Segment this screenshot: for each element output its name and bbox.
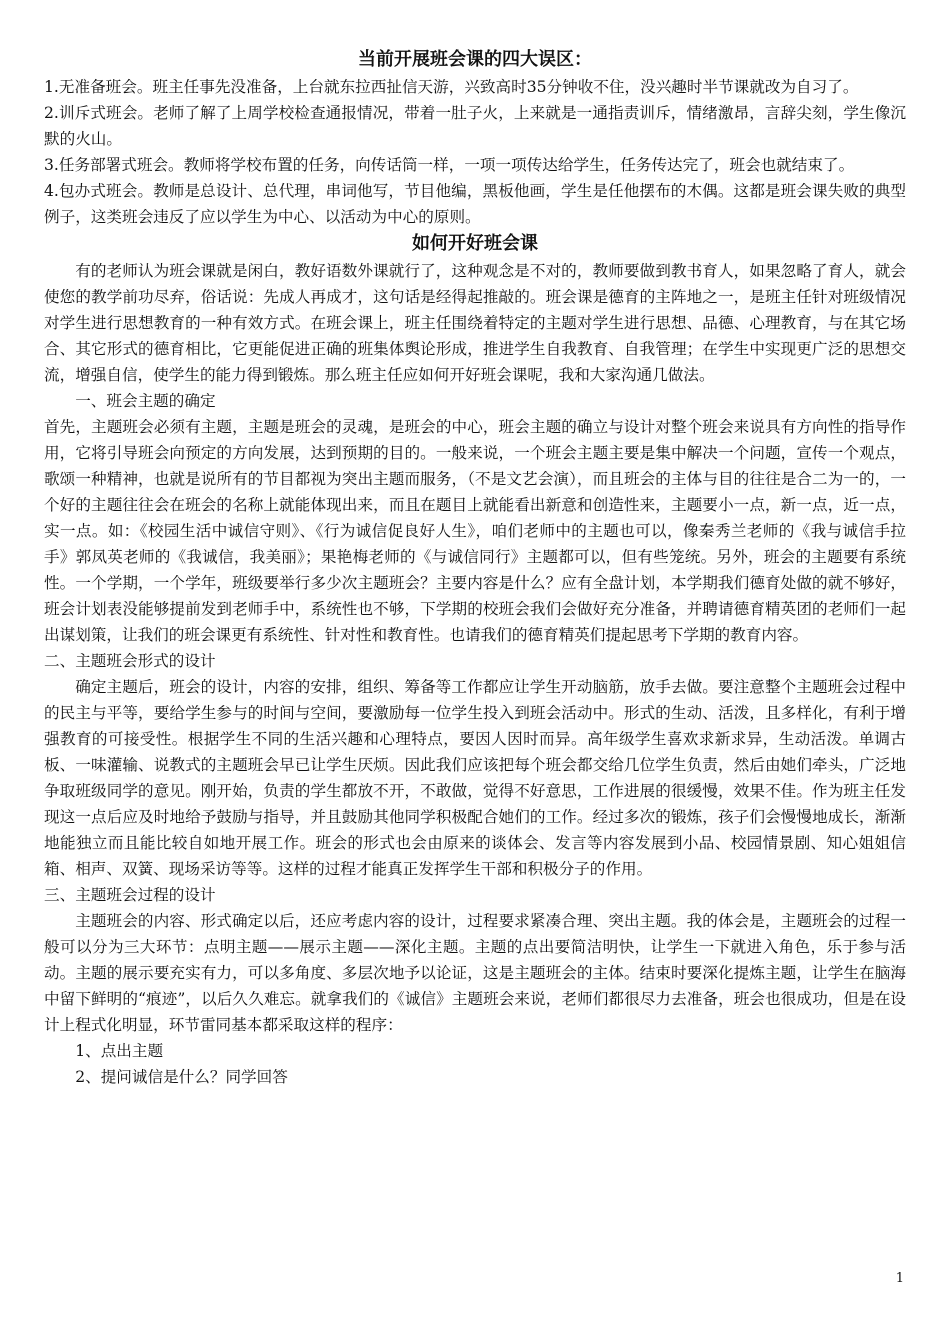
step-item-2: 2、提问诚信是什么？同学回答 (75, 1068, 288, 1086)
step-item-1: 1、点出主题 (75, 1042, 164, 1060)
pitfall-item-1: 1.无准备班会。班主任事先没准备，上台就东拉西扯信天游，兴致高时35分钟收不住，没兴趣时半节课就改为自习了。 (44, 78, 859, 96)
heading-process: 三、主题班会过程的设计 (44, 886, 216, 904)
section-title-pitfalls: 当前开展班会课的四大误区： (358, 49, 592, 70)
pitfall-item-2: 2.训斥式班会。老师了解了上周学校检查通报情况，带着一肚子火，上来就是一通指责训斥，情绪激昂，言辞尖刻，学生像沉默的火山。 (44, 104, 906, 148)
paragraph-process: 主题班会的内容、形式确定以后，还应考虑内容的设计，过程要求紧凑合理、突出主题。我的体会是，主题班会的过程一般可以分为三大环节：点明主题——展示主题——深化主题。主题的点出要简洁明快，让学生一下就进入角色，乐于参与活动。主题的展示要充实有力，可以多角度、多层次地予以论证，这是主题班会的主体。结束时要深化提炼主题，让学生在脑海中留下鲜明的“痕迹”，以后久久难忘。就拿我们的《诚信》主题班会来说，老师们都很尽力去准备，班会也很成功，但是在设计上程式化明显，环节雷同基本都采取这样的程序： (44, 912, 906, 1034)
paragraph-form: 确定主题后，班会的设计，内容的安排，组织、筹备等工作都应让学生开动脑筋，放手去做。要注意整个主题班会过程中的民主与平等，要给学生参与的时间与空间，要激励每一位学生投入到班会活动中。形式的生动、活泼，且多样化，有利于增强教育的可接受性。根据学生不同的生活兴趣和心理特点，要因人因时而异。高年级学生喜欢求新求异，生动活泼。单调古板、一味灌输、说教式的主题班会早已让学生厌烦。因此我们应该把每个班会都交给几位学生负责，然后由她们牵头，广泛地争取班级同学的意见。刚开始，负责的学生都放不开，不敢做，觉得不好意思，工作进展的很缓慢，效果不佳。作为班主任发现这一点后应及时地给予鼓励与指导，并且鼓励其他同学积极配合她们的工作。经过多次的锻炼，孩子们会慢慢地成长，渐渐地能独立而且能比较自如地开展工作。班会的形式也会由原来的谈体会、发言等内容发展到小品、校园情景剧、知心姐姐信箱、相声、双簧、现场采访等等。这样的过程才能真正发挥学生干部和积极分子的作用。 (44, 678, 906, 878)
page-number: 1 (895, 1271, 904, 1286)
heading-form: 二、主题班会形式的设计 (44, 652, 216, 670)
heading-theme: 一、班会主题的确定 (75, 392, 216, 410)
pitfall-item-4: 4.包办式班会。教师是总设计、总代理，串词他写，节目他编，黑板他画，学生是任他摆布的木偶。这都是班会课失败的典型例子，这类班会违反了应以学生为中心、以活动为中心的原则。 (44, 182, 906, 226)
intro-paragraph: 有的老师认为班会课就是闲白，教好语数外课就行了，这种观念是不对的，教师要做到教书育人，如果忽略了育人，就会使您的教学前功尽弃，俗话说：先成人再成才，这句话是经得起推敲的。班会课是德育的主阵地之一，是班主任针对班级情况对学生进行思想教育的一种有效方式。在班会课上，班主任围绕着特定的主题对学生进行思想、品德、心理教育，与在其它场合、其它形式的德育相比，它更能促进正确的班集体舆论形成，推进学生自我教育、自我管理；在学生中实现更广泛的思想交流，增强自信，使学生的能力得到锻炼。那么班主任应如何开好班会课呢，我和大家沟通几做法。 (44, 262, 906, 384)
section-title-how-to: 如何开好班会课 (412, 233, 538, 254)
document-page (44, 46, 906, 1090)
paragraph-theme: 首先，主题班会必须有主题，主题是班会的灵魂，是班会的中心，班会主题的确立与设计对整个班会来说具有方向性的指导作用，它将引导班会向预定的方向发展，达到预期的目的。一般来说，一个班会主题主要是集中解决一个问题，宣传一个观点，歌颂一种精神，也就是说所有的节目都视为突出主题而服务，（不是文艺会演），而且班会的主体与目的往往是合二为一的，一个好的主题往往会在班会的名称上就能体现出来，而且在题目上就能看出新意和创造性来，主题要小一点，新一点，近一点，实一点。如：《校园生活中诚信守则》、《行为诚信促良好人生》，咱们老师中的主题也可以，像秦秀兰老师的《我与诚信手拉手》郭凤英老师的《我诚信，我美丽》；果艳梅老师的《与诚信同行》主题都可以，但有些笼统。另外，班会的主题要有系统性。一个学期，一个学年，班级要举行多少次主题班会？主要内容是什么？应有全盘计划，本学期我们德育处做的就不够好，班会计划表没能够提前发到老师手中，系统性也不够，下学期的校班会我们会做好充分准备，并聘请德育精英团的老师们一起出谋划策，让我们的班会课更有系统性、针对性和教育性。也请我们的德育精英们提起思考下学期的教育内容。 (44, 418, 906, 644)
pitfall-item-3: 3.任务部署式班会。教师将学校布置的任务，向传话筒一样，一项一项传达给学生，任务传达完了，班会也就结束了。 (44, 156, 855, 174)
